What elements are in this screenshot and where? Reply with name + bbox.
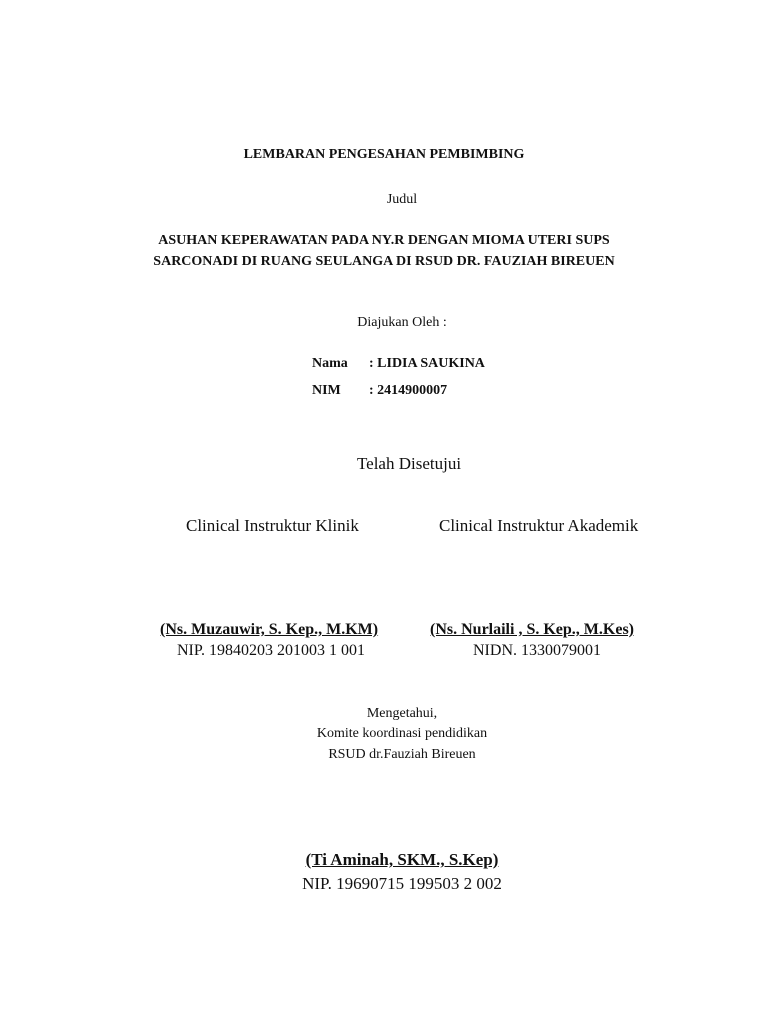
acknowledgement-label: Mengetahui, <box>366 706 438 721</box>
academic-instructor-nidn: NIDN. 1330079001 <box>473 642 601 659</box>
thesis-title-line-1: ASUHAN KEPERAWATAN PADA NY.R DENGAN MIOMA UTERI SUPS <box>158 233 610 248</box>
document-title: LEMBARAN PENGESAHAN PEMBIMBING <box>243 147 525 162</box>
thesis-title-line-2: SARCONADI DI RUANG SEULANGA DI RSUD DR. FAUZIAH BIREUEN <box>153 254 615 269</box>
clinical-instructor-name: (Ns. Muzauwir, S. Kep., M.KM) <box>160 621 379 638</box>
clinical-instructor-role: Clinical Instruktur Klinik <box>186 516 359 535</box>
clinical-instructor-nip: NIP. 19840203 201003 1 001 <box>177 642 366 659</box>
committee-chair-nip: NIP. 19690715 199503 2 002 <box>302 874 502 893</box>
student-nim-value: : 2414900007 <box>369 383 448 398</box>
committee-label: Komite koordinasi pendidikan <box>316 726 488 741</box>
student-nim-label: NIM <box>312 383 341 398</box>
approved-heading: Telah Disetujui <box>356 454 462 473</box>
academic-instructor-name: (Ns. Nurlaili , S. Kep., M.Kes) <box>430 621 634 638</box>
committee-chair-name: (Ti Aminah, SKM., S.Kep) <box>305 850 499 869</box>
judul-label: Judul <box>386 192 418 207</box>
student-name-value: : LIDIA SAUKINA <box>369 356 485 371</box>
submitted-by-label: Diajukan Oleh : <box>357 315 447 330</box>
academic-instructor-role: Clinical Instruktur Akademik <box>439 516 639 535</box>
student-name-label: Nama <box>312 356 348 371</box>
hospital-label: RSUD dr.Fauziah Bireuen <box>328 747 476 762</box>
